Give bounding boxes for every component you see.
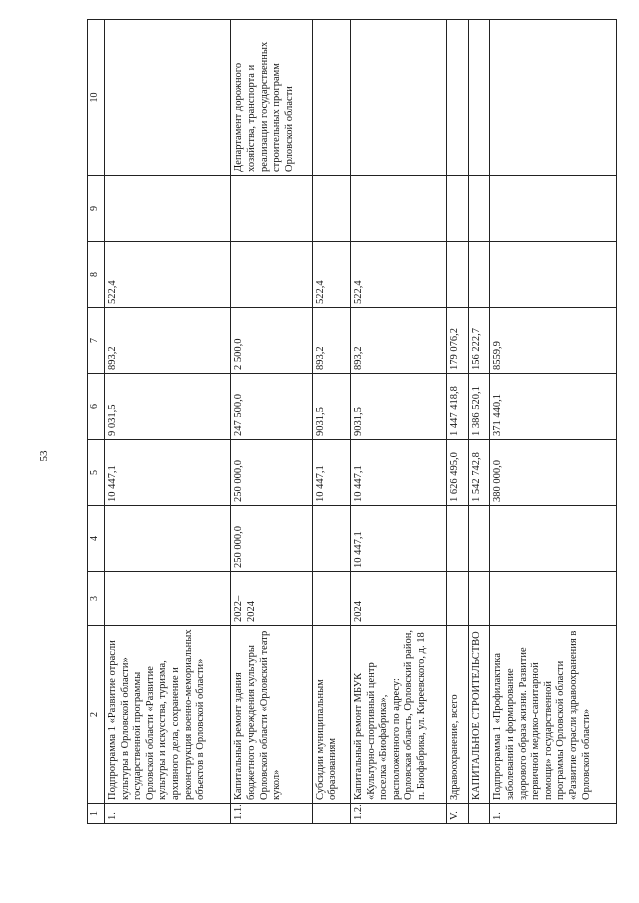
period-cell [490,572,617,626]
value-cell: 1 386 520,1 [468,374,490,440]
value-cell: 1 447 418,8 [447,374,469,440]
value-cell: 522,4 [105,242,231,308]
item-name: КАПИТАЛЬНОЕ СТРОИТЕЛЬСТВО [468,626,490,804]
value-cell: 9031,5 [351,374,447,440]
value-cell [490,506,617,572]
row-number [312,804,350,824]
value-cell [468,242,490,308]
header-row [88,20,105,824]
value-cell [105,176,231,242]
value-cell: 247 500,0 [231,374,312,440]
row-number: 1.1. [231,804,312,824]
value-cell: 9 031,5 [105,374,231,440]
responsible-cell [468,20,490,176]
value-cell [312,506,350,572]
column-header: 4 [88,506,105,572]
value-cell [105,506,231,572]
value-cell: 10 447,1 [351,506,447,572]
value-cell [447,176,469,242]
value-cell [312,176,350,242]
responsible-cell [490,20,617,176]
table-wrapper [87,20,617,824]
responsible-cell: Департамент дорожного хозяйства, транспорта и реализации государственных строительных программ Орловской области [231,20,312,176]
value-cell: 1 626 495,0 [447,440,469,506]
value-cell [490,176,617,242]
column-header: 3 [88,572,105,626]
column-header: 1 [88,804,105,824]
value-cell: 1 542 742,8 [468,440,490,506]
responsible-cell [351,20,447,176]
value-cell: 2 500,0 [231,308,312,374]
capital-works-table [87,19,617,824]
table-row [490,20,617,824]
value-cell: 8559,9 [490,308,617,374]
value-cell: 380 000,0 [490,440,617,506]
value-cell: 10 447,1 [312,440,350,506]
value-cell [490,242,617,308]
value-cell [447,242,469,308]
page-number: 53 [38,450,50,462]
table-row [468,20,490,824]
column-header: 2 [88,626,105,804]
item-name: Субсидии муниципальным образованиям [312,626,350,804]
value-cell: 179 076,2 [447,308,469,374]
period-cell: 2024 [351,572,447,626]
column-header: 7 [88,308,105,374]
responsible-cell [105,20,231,176]
value-cell [468,506,490,572]
responsible-cell [447,20,469,176]
value-cell: 522,4 [351,242,447,308]
column-header: 8 [88,242,105,308]
item-name: Здравоохранение, всего [447,626,469,804]
period-cell [105,572,231,626]
item-name: Капитальный ремонт МБУК «Культурно-спортивный центр поселка «Биофабрика», расположенного по адресу: Орловская область, Орловский район, п. Биофабрика, ул. Киреевского, д. 18 [351,626,447,804]
row-number: V. [447,804,469,824]
value-cell [468,176,490,242]
value-cell: 371 440,1 [490,374,617,440]
table-row [231,20,312,824]
period-cell [468,572,490,626]
column-header: 10 [88,20,105,176]
column-header: 9 [88,176,105,242]
value-cell: 250 000,0 [231,506,312,572]
responsible-cell [312,20,350,176]
column-header: 6 [88,374,105,440]
value-cell: 522,4 [312,242,350,308]
period-cell [312,572,350,626]
table-row [312,20,350,824]
table-row [447,20,469,824]
value-cell: 10 447,1 [351,440,447,506]
row-number [468,804,490,824]
value-cell: 156 222,7 [468,308,490,374]
value-cell: 893,2 [312,308,350,374]
value-cell [351,176,447,242]
value-cell [231,242,312,308]
item-name: Подпрограмма 1 «Развитие отрасли культуры в Орловской области» государственной программы Орловской области «Развитие культуры и искусства, туризма, архивного дела, сохранение и реконструкция военно-мемориальных объектов в Орловской области» [105,626,231,804]
row-number: 1.2. [351,804,447,824]
value-cell [231,176,312,242]
table-row [351,20,447,824]
value-cell: 893,2 [105,308,231,374]
period-cell [447,572,469,626]
period-cell: 2022–2024 [231,572,312,626]
item-name: Капитальный ремонт здания бюджетного учреждения культуры Орловской области «Орловский театр кукол» [231,626,312,804]
row-number: 1. [105,804,231,824]
value-cell: 9031,5 [312,374,350,440]
value-cell: 10 447,1 [105,440,231,506]
column-header: 5 [88,440,105,506]
table-row [105,20,231,824]
value-cell: 893,2 [351,308,447,374]
item-name: Подпрограмма 1 «Профилактика заболеваний и формирование здорового образа жизни. Развитие первичной медико-санитарной помощи» государственной программы Орловской области «Развитие отрасли здравоохранения в Орловской области» [490,626,617,804]
value-cell: 250 000,0 [231,440,312,506]
value-cell [447,506,469,572]
row-number: 1. [490,804,617,824]
